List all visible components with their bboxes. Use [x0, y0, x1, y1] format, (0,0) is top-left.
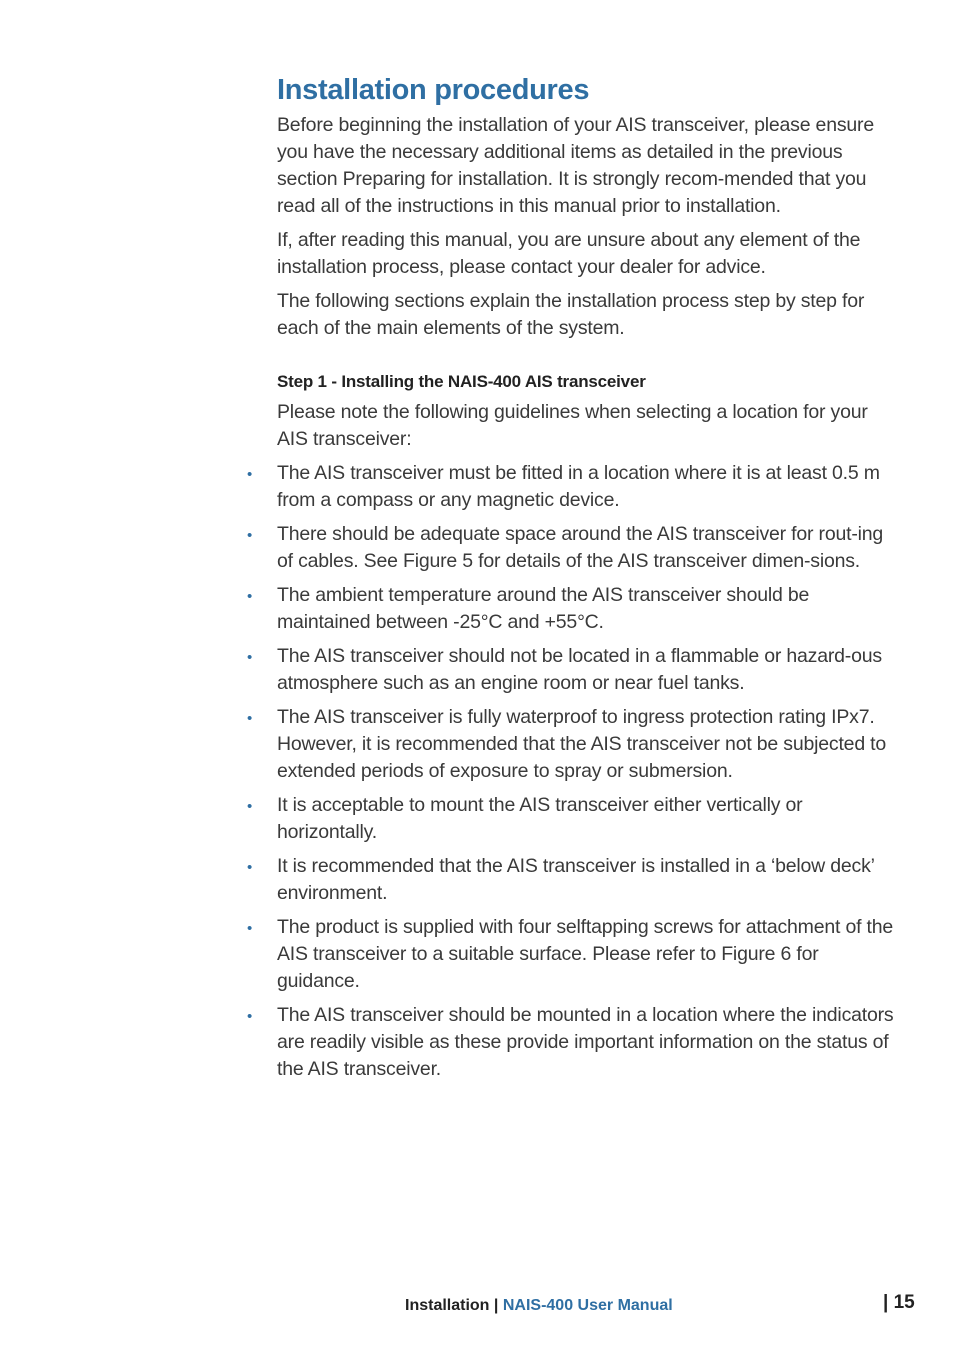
step-1-heading: Step 1 - Installing the NAIS-400 AIS transceiver	[277, 372, 646, 391]
page-number: | 15	[883, 1292, 915, 1313]
bullet-icon: •	[247, 466, 253, 483]
intro-paragraph-2: If, after reading this manual, you are unsure about any element of the installation process, please contact your dealer for advice.	[277, 229, 861, 278]
intro-paragraph-3: The following sections explain the installation process step by step for each of the main elements of the system.	[277, 290, 865, 339]
list-item	[247, 853, 895, 907]
page-footer	[0, 1292, 954, 1318]
bullet-icon: •	[247, 798, 253, 815]
bullet-icon: •	[247, 1008, 253, 1025]
bullet-icon: •	[247, 920, 253, 937]
footer-separator: |	[493, 1297, 499, 1314]
bullet-icon: •	[247, 710, 253, 727]
page-title: Installation procedures	[277, 74, 590, 106]
bullet-icon: •	[247, 859, 253, 876]
list-item	[247, 792, 895, 846]
list-item	[247, 704, 895, 785]
guideline-list	[247, 460, 895, 1083]
list-item-text: It is recommended that the AIS transceiver is installed in a ‘below deck’ environment.	[277, 855, 875, 904]
list-item-text: The AIS transceiver is fully waterproof to ingress protection rating IPx7. However, it is recommended that the AIS transceiver not be subjected to extended periods of exposure to spray or submersion.	[277, 706, 887, 782]
list-item	[247, 521, 895, 575]
list-item-text: The ambient temperature around the AIS transceiver should be maintained between -25°C and +55°C.	[277, 584, 810, 633]
list-item-text: The AIS transceiver should not be located in a flammable or hazard-ous atmosphere such as an engine room or near fuel tanks.	[277, 645, 882, 694]
list-item	[247, 914, 895, 995]
list-item-text: The AIS transceiver should be mounted in a location where the indicators are readily visible as these provide important information on the status of the AIS transceiver.	[277, 1004, 894, 1080]
list-item	[247, 1002, 895, 1083]
footer-section-name: Installation	[405, 1297, 490, 1314]
step-1-lead: Please note the following guidelines when selecting a location for your AIS transceiver:	[277, 401, 868, 450]
footer-manual-title: NAIS-400 User Manual	[502, 1297, 673, 1314]
list-item-text: The product is supplied with four selftapping screws for attachment of the AIS transceiver to a suitable surface. Please refer to Figure 6 for guidance.	[277, 916, 894, 992]
list-item	[247, 460, 895, 514]
page-content	[247, 72, 895, 1090]
bullet-icon: •	[247, 527, 253, 544]
footer-running-title	[405, 1296, 673, 1316]
bullet-icon: •	[247, 649, 253, 666]
list-item	[247, 643, 895, 697]
list-item	[247, 582, 895, 636]
bullet-icon: •	[247, 588, 253, 605]
list-item-text: There should be adequate space around the AIS transceiver for rout-ing of cables. See Figure 5 for details of the AIS transceiver dimen-sions.	[277, 523, 884, 572]
list-item-text: The AIS transceiver must be fitted in a location where it is at least 0.5 m from a compass or any magnetic device.	[277, 462, 880, 511]
list-item-text: It is acceptable to mount the AIS transceiver either vertically or horizontally.	[277, 794, 803, 843]
intro-paragraph-1: Before beginning the installation of your AIS transceiver, please ensure you have the necessary additional items as detailed in the previous section Preparing for installation. It is strongly recom-mended that you read all of the instructions in this manual prior to installation.	[277, 114, 874, 217]
